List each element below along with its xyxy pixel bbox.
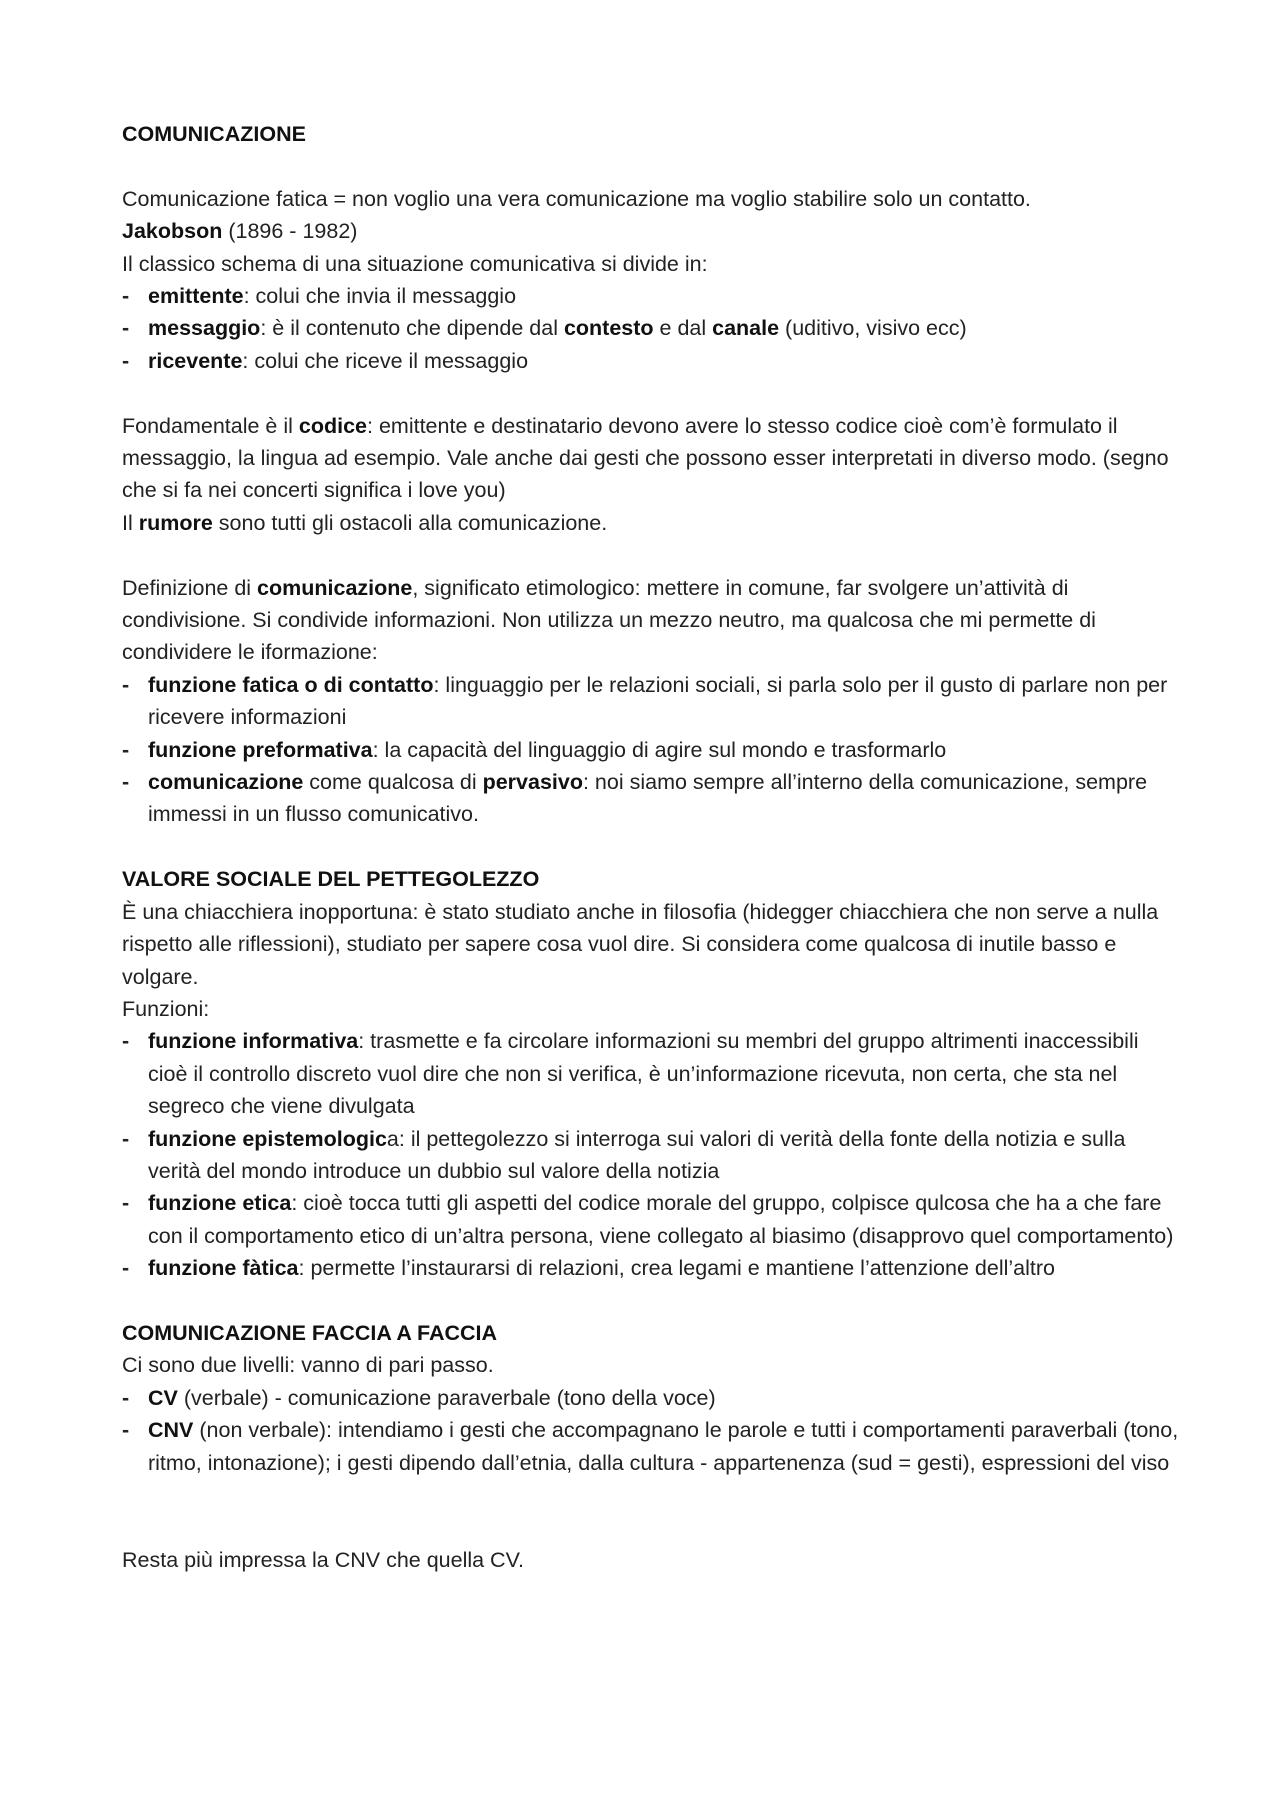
livelli-list	[122, 1382, 1182, 1479]
list-item: - CV (verbale) - comunicazione paraverbale (tono della voce)	[122, 1382, 1182, 1414]
spacer	[122, 831, 1182, 863]
paragraph-comunicazione-fatica: Comunicazione fatica = non voglio una vera comunicazione ma voglio stabilire solo un contatto.	[122, 186, 1031, 211]
spacer	[122, 150, 1182, 182]
paragraph-schema-intro: Il classico schema di una situazione comunicativa si divide in:	[122, 251, 708, 276]
section-heading-pettegolezzo: VALORE SOCIALE DEL PETTEGOLEZZO	[122, 867, 540, 892]
list-item: - funzione informativa: trasmette e fa circolare informazioni su membri del gruppo altrimenti inaccessibili cioè il controllo discreto vuol dire che non si verifica, è un’informazione ricevuta, non certa, che sta nel segreco che viene divulgata	[122, 1025, 1182, 1122]
paragraph-livelli: Ci sono due livelli: vanno di pari passo.	[122, 1353, 494, 1378]
paragraph-codice: Fondamentale è il codice: emittente e destinatario devono avere lo stesso codice cioè com’è formulato il messaggio, la lingua ad esempio. Vale anche dai gesti che possono esser interpretati in diverso modo. (segno che si fa nei concerti significa i love you)	[122, 413, 1169, 503]
spacer	[122, 1479, 1182, 1544]
list-item: - ricevente: colui che riceve il messaggio	[122, 345, 1182, 377]
list-item: - CNV (non verbale): intendiamo i gesti che accompagnano le parole e tutti i comportamenti paraverbali (tono, ritmo, intonazione); i gesti dipendo dall’etnia, dalla cultura - appartenenza (sud = gesti), espressioni del viso	[122, 1414, 1182, 1479]
spacer	[122, 539, 1182, 571]
list-item: - funzione fàtica: permette l’instaurarsi di relazioni, crea legami e mantiene l’attenzione dell’altro	[122, 1252, 1182, 1284]
spacer	[122, 377, 1182, 409]
list-item: - messaggio: è il contenuto che dipende dal contesto e dal canale (uditivo, visivo ecc)	[122, 312, 1182, 344]
document-page	[122, 118, 1182, 1576]
list-item: - funzione epistemologica: il pettegolezzo si interroga sui valori di verità della fonte della notizia e sulla verità del mondo introduce un dubbio sul valore della notizia	[122, 1123, 1182, 1188]
paragraph-rumore: Il rumore sono tutti gli ostacoli alla comunicazione.	[122, 510, 608, 535]
section-heading-faccia-a-faccia: COMUNICAZIONE FACCIA A FACCIA	[122, 1320, 498, 1345]
paragraph-closing: Resta più impressa la CNV che quella CV.	[122, 1547, 524, 1572]
list-item: - comunicazione come qualcosa di pervasivo: noi siamo sempre all’interno della comunicazione, sempre immessi in un flusso comunicativo.	[122, 766, 1182, 831]
paragraph-funzioni-label: Funzioni:	[122, 996, 210, 1021]
paragraph-pettegolezzo-intro: È una chiacchiera inopportuna: è stato studiato anche in filosofia (hidegger chiacchiera che non serve a nulla rispetto alle riflessioni), studiato per sapere cosa vuol dire. Si considera come qualcosa di inutile basso e volgare.	[122, 899, 1159, 989]
funzioni-list	[122, 669, 1182, 831]
list-item: - emittente: colui che invia il messaggio	[122, 280, 1182, 312]
pettegolezzo-funzioni-list	[122, 1025, 1182, 1284]
bold-term: Jakobson	[122, 219, 223, 244]
list-item: - funzione preformativa: la capacità del linguaggio di agire sul mondo e trasformarlo	[122, 734, 1182, 766]
list-item: - funzione etica: cioè tocca tutti gli aspetti del codice morale del gruppo, colpisce qulcosa che ha a che fare con il comportamento etico di un’altra persona, viene collegato al biasimo (disapprovo quel comportamento)	[122, 1187, 1182, 1252]
schema-list	[122, 280, 1182, 377]
spacer	[122, 1285, 1182, 1317]
list-item: - funzione fatica o di contatto: linguaggio per le relazioni sociali, si parla solo per il gusto di parlare non per ricevere informazioni	[122, 669, 1182, 734]
paragraph-definizione: Definizione di comunicazione, significato etimologico: mettere in comune, far svolgere un’attività di condivisione. Si condivide informazioni. Non utilizza un mezzo neutro, ma qualcosa che mi permette di condividere le iformazione:	[122, 575, 1096, 665]
paragraph-jakobson: Jakobson (1896 - 1982)	[122, 219, 358, 244]
section-heading-comunicazione: COMUNICAZIONE	[122, 122, 306, 146]
